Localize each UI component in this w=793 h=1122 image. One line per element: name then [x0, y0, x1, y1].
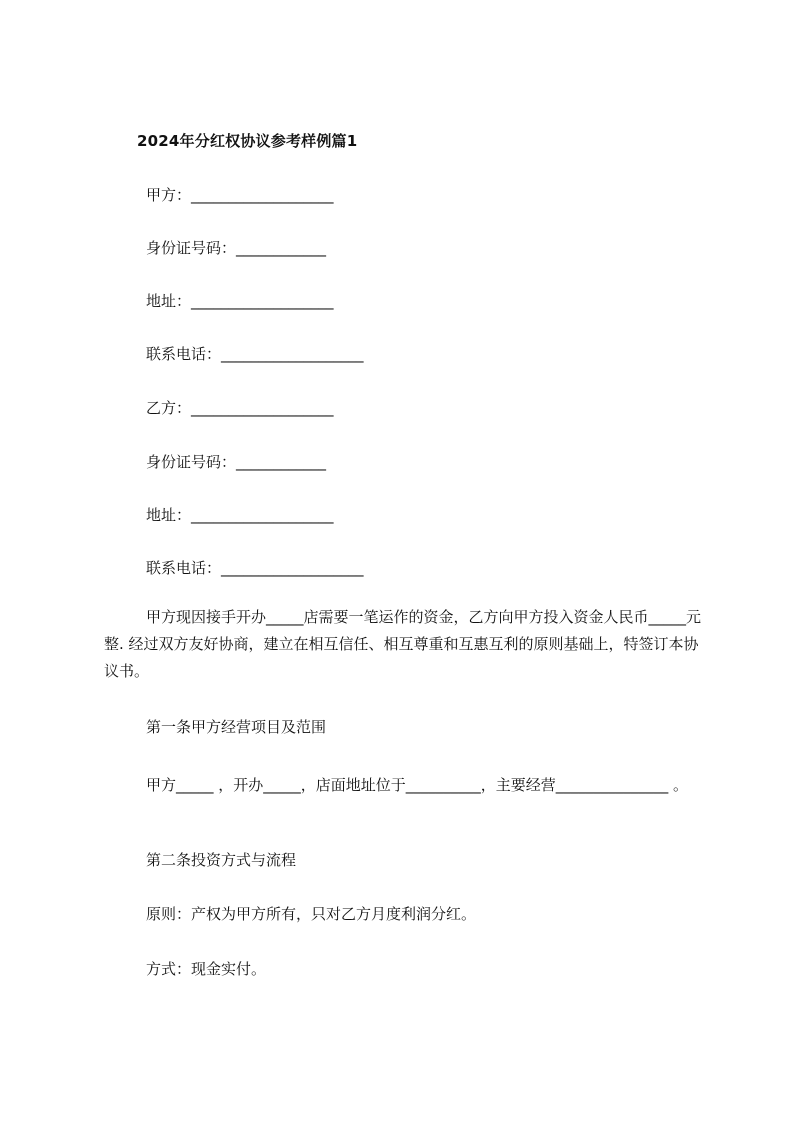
article2-method: 方式：现金实付。	[146, 960, 267, 978]
article2-principle: 原则：产权为甲方所有，只对乙方月度利润分红。	[146, 905, 477, 923]
party-a-address-line: 地址：___________________	[146, 292, 334, 310]
party-a-name-line: 甲方：___________________	[146, 186, 334, 204]
article2-heading: 第二条投资方式与流程	[146, 851, 297, 869]
party-b-phone-line: 联系电话：___________________	[146, 559, 364, 577]
article1-heading: 第一条甲方经营项目及范围	[146, 718, 327, 736]
party-b-address-line: 地址：___________________	[146, 506, 334, 524]
party-a-id-line: 身份证号码：____________	[146, 239, 327, 257]
intro-paragraph-text: 甲方现因接手开办_____店需要一笔运作的资金，乙方向甲方投入资金人民币_____元整. 经过双方友好协商，建立在相互信任、相互尊重和互惠互利的原则基础上，特签订本协议书。	[104, 608, 702, 680]
party-b-name-line: 乙方：___________________	[146, 399, 334, 417]
party-a-phone-line: 联系电话：___________________	[146, 345, 364, 363]
document-title: 2024年分红权协议参考样例篇1	[137, 132, 358, 150]
intro-paragraph	[104, 604, 704, 685]
article1-body	[104, 772, 704, 799]
party-b-id-line: 身份证号码：____________	[146, 453, 327, 471]
article1-body-text: 甲方_____ ，开办_____，店面地址位于__________，主要经营_______________ 。	[146, 776, 689, 794]
